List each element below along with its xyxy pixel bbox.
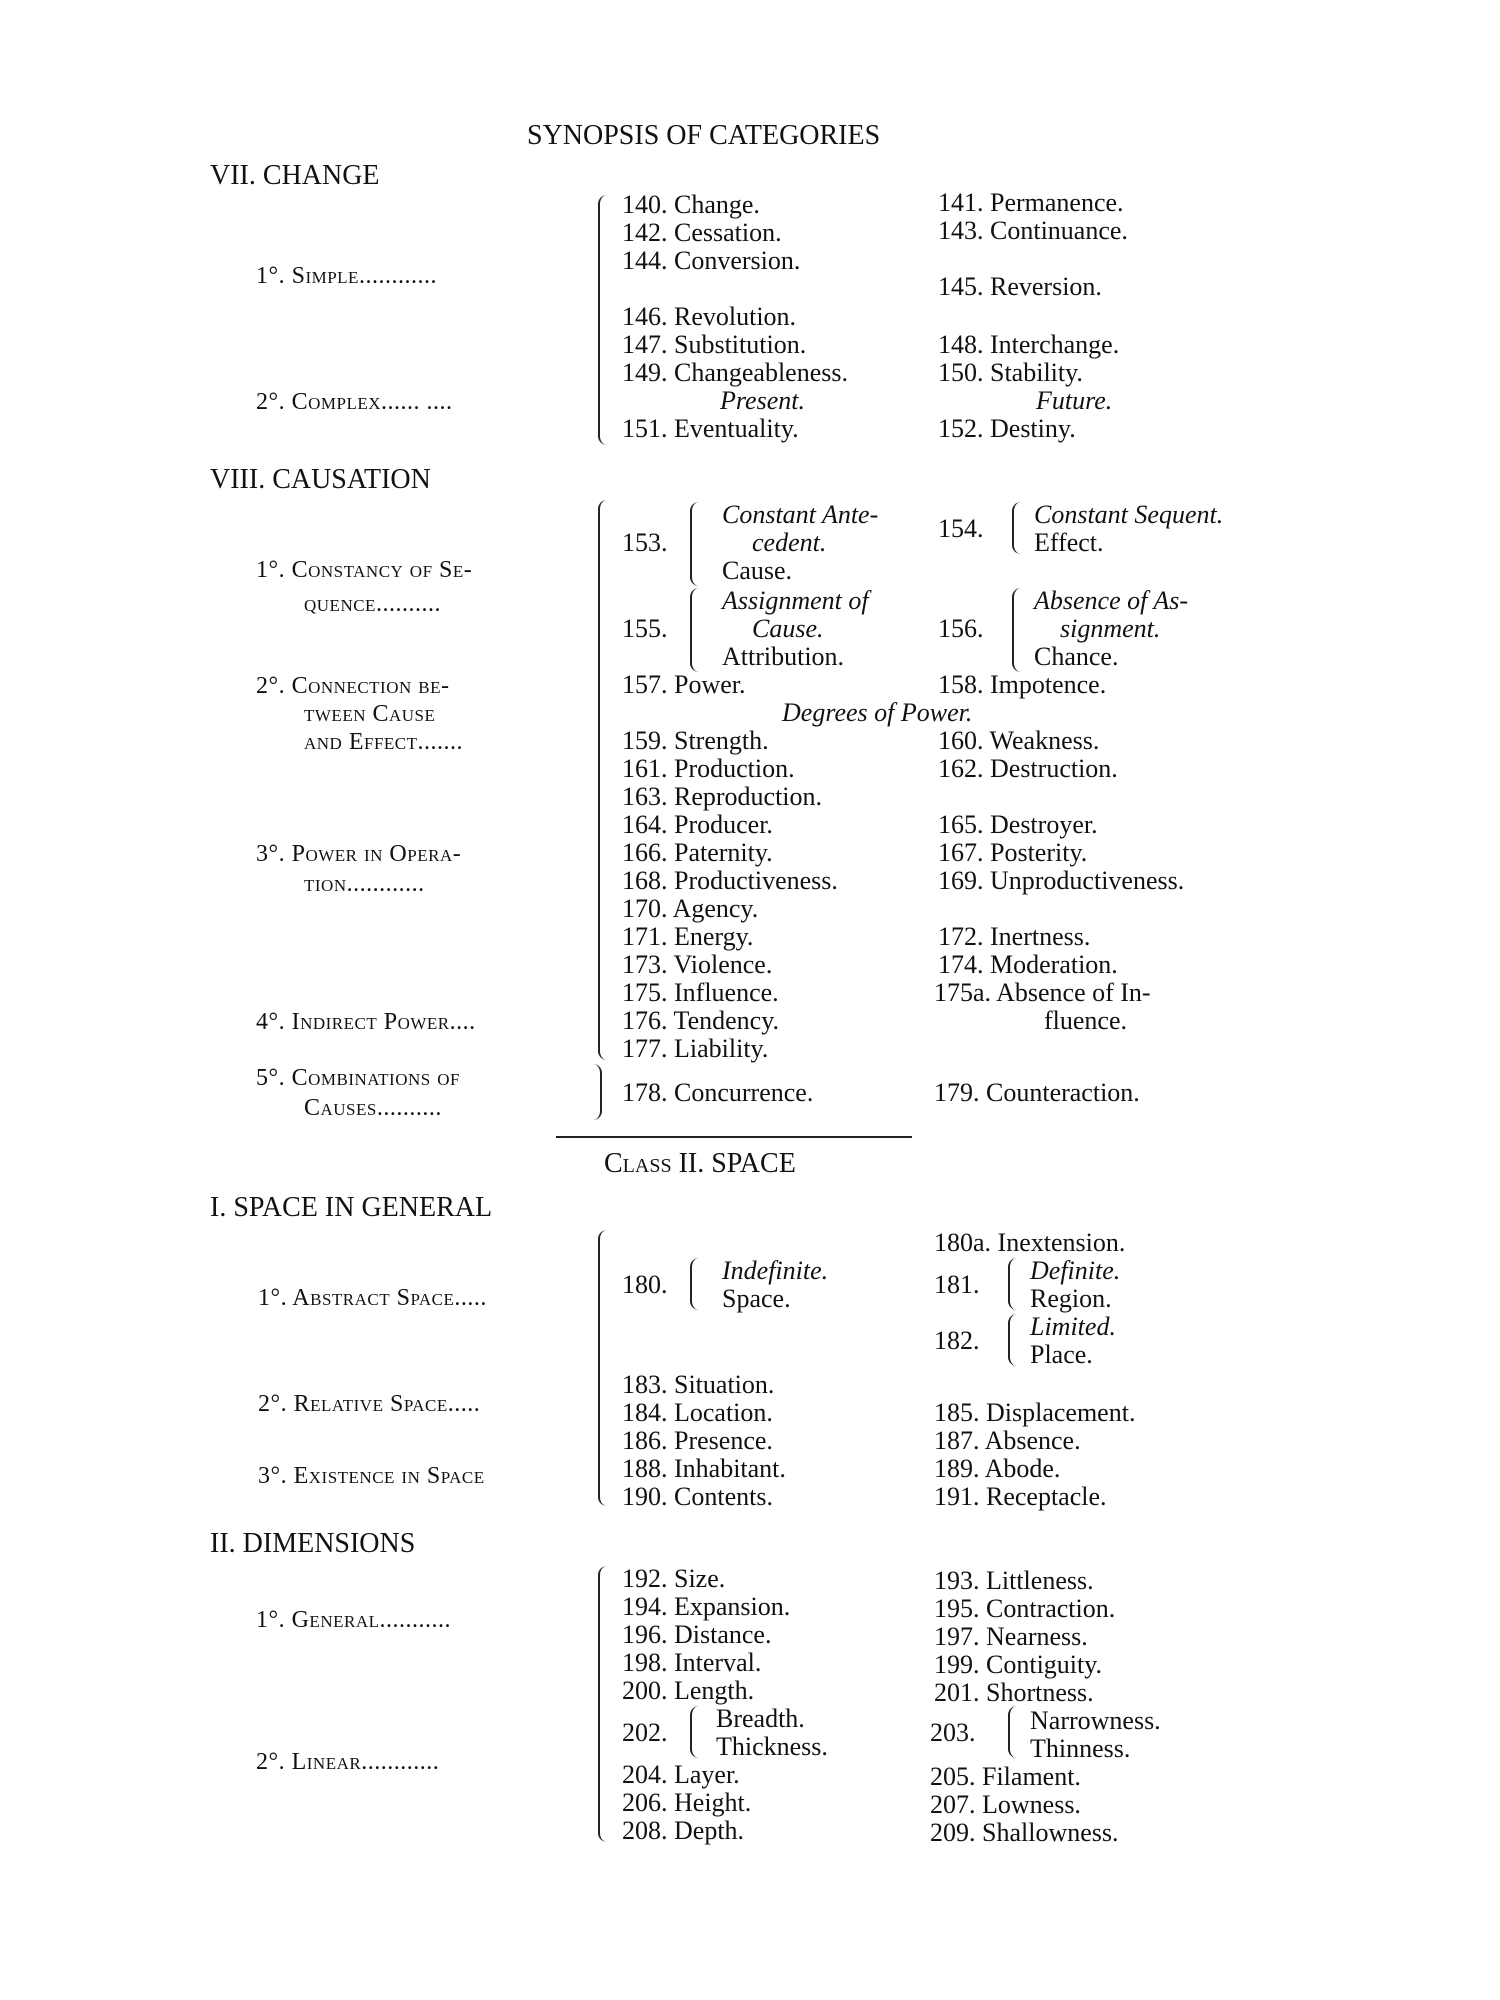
- entry-191: 191. Receptacle.: [934, 1482, 1107, 1511]
- entry-175: 175. Influence.: [622, 978, 779, 1007]
- entry-186: 186. Presence.: [622, 1426, 773, 1455]
- subcategory-power-in-operation: 3°. Power in Opera-: [256, 841, 462, 867]
- entry-202-line2: Thickness.: [716, 1732, 828, 1761]
- subcategory-simple: 1°. Simple............: [256, 263, 437, 289]
- subcategory-abstract-space: 1°. Abstract Space.....: [258, 1285, 487, 1311]
- sub-brace: [690, 588, 702, 672]
- entry-150: 150. Stability.: [938, 358, 1083, 387]
- entry-143: 143. Continuance.: [938, 216, 1128, 245]
- subcategory-existence-in-space: 3°. Existence in Space: [258, 1463, 485, 1489]
- entry-153-line3: Cause.: [722, 556, 793, 585]
- entry-175a-cont: fluence.: [1044, 1006, 1128, 1035]
- entry-153-number: 153.: [622, 528, 668, 557]
- subcategory-constancy: 1°. Constancy of Se-: [256, 557, 473, 583]
- section-heading-causation: VIII. CAUSATION: [210, 464, 431, 495]
- entry-140: 140. Change.: [622, 190, 760, 219]
- subcategory-connection-cont: tween Cause: [304, 701, 436, 727]
- entry-204: 204. Layer.: [622, 1760, 740, 1789]
- entry-160: 160. Weakness.: [938, 726, 1100, 755]
- entry-154-line1: Constant Sequent.: [1034, 500, 1224, 529]
- entry-180-line2: Space.: [722, 1284, 791, 1313]
- entry-182-line1: Limited.: [1030, 1312, 1116, 1341]
- subcategory-combinations: 5°. Combinations of: [256, 1065, 460, 1091]
- entry-180-number: 180.: [622, 1270, 668, 1299]
- group-brace: [598, 1230, 610, 1506]
- sub-brace: [1008, 1706, 1020, 1758]
- entry-178: 178. Concurrence.: [622, 1078, 814, 1107]
- entry-208: 208. Depth.: [622, 1816, 745, 1845]
- entry-158: 158. Impotence.: [938, 670, 1107, 699]
- sub-brace: [690, 1706, 702, 1758]
- section-heading-dimensions: II. DIMENSIONS: [210, 1528, 416, 1559]
- entry-171: 171. Energy.: [622, 922, 754, 951]
- entry-194: 194. Expansion.: [622, 1592, 791, 1621]
- entry-202-line1: Breadth.: [716, 1704, 805, 1733]
- entry-157: 157. Power.: [622, 670, 746, 699]
- entry-199: 199. Contiguity.: [934, 1650, 1103, 1679]
- sub-brace: [690, 502, 702, 586]
- entry-180-line1: Indefinite.: [722, 1256, 829, 1285]
- entry-149: 149. Changeableness.: [622, 358, 849, 387]
- entry-153-line1: Constant Ante-: [722, 500, 879, 529]
- class-heading: Class II. SPACE: [604, 1148, 796, 1179]
- entry-203-number: 203.: [930, 1718, 976, 1747]
- entry-156-number: 156.: [938, 614, 984, 643]
- entry-196: 196. Distance.: [622, 1620, 772, 1649]
- section-heading-space-in-general: I. SPACE IN GENERAL: [210, 1192, 493, 1223]
- entry-142: 142. Cessation.: [622, 218, 782, 247]
- entry-206: 206. Height.: [622, 1788, 752, 1817]
- page-title: SYNOPSIS OF CATEGORIES: [527, 120, 881, 151]
- label-future: Future.: [1036, 386, 1113, 415]
- entry-154-number: 154.: [938, 514, 984, 543]
- entry-176: 176. Tendency.: [622, 1006, 780, 1035]
- subcategory-combinations-cont: Causes..........: [304, 1095, 442, 1121]
- entry-183: 183. Situation.: [622, 1370, 775, 1399]
- subcategory-connection: 2°. Connection be-: [256, 673, 450, 699]
- sub-brace: [1008, 1314, 1020, 1366]
- entry-152: 152. Destiny.: [938, 414, 1076, 443]
- label-present: Present.: [720, 386, 805, 415]
- entry-197: 197. Nearness.: [934, 1622, 1088, 1651]
- entry-141: 141. Permanence.: [938, 188, 1124, 217]
- subcategory-indirect-power: 4°. Indirect Power....: [256, 1009, 476, 1035]
- entry-167: 167. Posterity.: [938, 838, 1088, 867]
- entry-162: 162. Destruction.: [938, 754, 1118, 783]
- entry-170: 170. Agency.: [622, 894, 759, 923]
- entry-198: 198. Interval.: [622, 1648, 762, 1677]
- entry-185: 185. Displacement.: [934, 1398, 1136, 1427]
- entry-147: 147. Substitution.: [622, 330, 807, 359]
- group-brace: [590, 1064, 602, 1120]
- entry-181-number: 181.: [934, 1270, 980, 1299]
- subcategory-connection-cont: and Effect.......: [304, 729, 464, 755]
- entry-166: 166. Paternity.: [622, 838, 773, 867]
- entry-172: 172. Inertness.: [938, 922, 1091, 951]
- entry-155-line2: Cause.: [752, 614, 824, 643]
- entry-169: 169. Unproductiveness.: [938, 866, 1185, 895]
- entry-205: 205. Filament.: [930, 1762, 1081, 1791]
- sub-brace: [1012, 588, 1024, 672]
- entry-146: 146. Revolution.: [622, 302, 797, 331]
- entry-200: 200. Length.: [622, 1676, 755, 1705]
- entry-188: 188. Inhabitant.: [622, 1454, 786, 1483]
- entry-184: 184. Location.: [622, 1398, 773, 1427]
- entry-155-line3: Attribution.: [722, 642, 845, 671]
- entry-175a: 175a. Absence of In-: [934, 978, 1151, 1007]
- entry-155-line1: Assignment of: [722, 586, 869, 615]
- entry-193: 193. Littleness.: [934, 1566, 1094, 1595]
- subcategory-general: 1°. General...........: [256, 1607, 451, 1633]
- entry-161: 161. Production.: [622, 754, 795, 783]
- entry-156-line3: Chance.: [1034, 642, 1119, 671]
- subcategory-linear: 2°. Linear............: [256, 1749, 440, 1775]
- entry-179: 179. Counteraction.: [934, 1078, 1140, 1107]
- entry-168: 168. Productiveness.: [622, 866, 838, 895]
- entry-203-line1: Narrowness.: [1030, 1706, 1161, 1735]
- entry-153-line2: cedent.: [752, 528, 827, 557]
- entry-203-line2: Thinness.: [1030, 1734, 1131, 1763]
- entry-192: 192. Size.: [622, 1564, 726, 1593]
- entry-187: 187. Absence.: [934, 1426, 1081, 1455]
- entry-164: 164. Producer.: [622, 810, 773, 839]
- entry-202-number: 202.: [622, 1718, 668, 1747]
- sub-brace: [690, 1258, 702, 1310]
- entry-144: 144. Conversion.: [622, 246, 801, 275]
- entry-145: 145. Reversion.: [938, 272, 1102, 301]
- entry-163: 163. Reproduction.: [622, 782, 823, 811]
- entry-181-line1: Definite.: [1030, 1256, 1121, 1285]
- label-degrees-of-power: Degrees of Power.: [782, 698, 973, 727]
- subcategory-complex: 2°. Complex...... ....: [256, 389, 453, 415]
- section-heading-change: VII. CHANGE: [210, 160, 380, 191]
- entry-182-number: 182.: [934, 1326, 980, 1355]
- entry-189: 189. Abode.: [934, 1454, 1061, 1483]
- group-brace: [598, 195, 610, 445]
- entry-148: 148. Interchange.: [938, 330, 1120, 359]
- entry-154-line2: Effect.: [1034, 528, 1104, 557]
- sub-brace: [1008, 1258, 1020, 1310]
- entry-207: 207. Lowness.: [930, 1790, 1081, 1819]
- entry-190: 190. Contents.: [622, 1482, 773, 1511]
- entry-151: 151. Eventuality.: [622, 414, 799, 443]
- entry-195: 195. Contraction.: [934, 1594, 1116, 1623]
- entry-201: 201. Shortness.: [934, 1678, 1094, 1707]
- section-divider: [556, 1136, 912, 1138]
- entry-180a: 180a. Inextension.: [934, 1228, 1126, 1257]
- group-brace: [598, 500, 610, 1060]
- subcategory-power-in-operation-cont: tion............: [304, 871, 425, 897]
- entry-174: 174. Moderation.: [938, 950, 1118, 979]
- entry-156-line1: Absence of As-: [1034, 586, 1189, 615]
- sub-brace: [1012, 502, 1024, 554]
- entry-182-line2: Place.: [1030, 1340, 1093, 1369]
- subcategory-relative-space: 2°. Relative Space.....: [258, 1391, 481, 1417]
- entry-177: 177. Liability.: [622, 1034, 769, 1063]
- entry-181-line2: Region.: [1030, 1284, 1112, 1313]
- subcategory-constancy-cont: quence..........: [304, 591, 441, 617]
- entry-159: 159. Strength.: [622, 726, 769, 755]
- entry-165: 165. Destroyer.: [938, 810, 1098, 839]
- entry-155-number: 155.: [622, 614, 668, 643]
- entry-209: 209. Shallowness.: [930, 1818, 1119, 1847]
- group-brace: [598, 1566, 610, 1842]
- entry-173: 173. Violence.: [622, 950, 773, 979]
- entry-156-line2: signment.: [1060, 614, 1161, 643]
